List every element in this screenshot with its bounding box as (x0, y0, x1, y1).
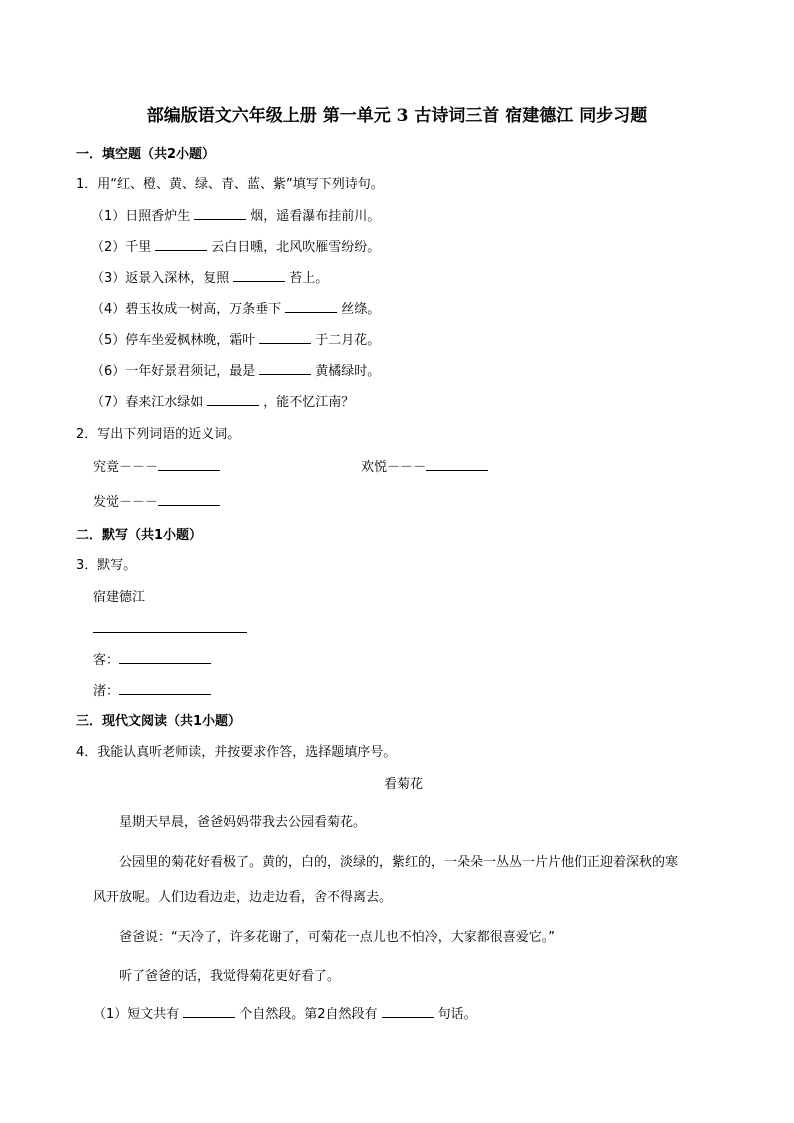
passage-paragraph-3: 爸爸说：“天冷了，许多花谢了，可菊花一点儿也不怕冷，大家都很喜爱它。” (119, 930, 555, 945)
q1-item-5: （5）停车坐爱枫林晚，霜叶 于二月花。 (91, 333, 381, 348)
passage-paragraph-1: 星期天早晨，爸爸妈妈带我去公园看菊花。 (119, 815, 367, 830)
page-title: 部编版语文六年级上册 第一单元 3 古诗词三首 宿建德江 同步习题 (146, 106, 648, 126)
answer-blank[interactable] (155, 238, 207, 251)
answer-blank[interactable] (382, 1005, 434, 1018)
poem-title: 宿建德江 (93, 590, 146, 605)
answer-blank[interactable] (158, 493, 220, 506)
q1-item-3: （3）返景入深林，复照 苔上。 (91, 271, 329, 286)
q1-item-4: （4）碧玉妆成一树高，万条垂下 丝绦。 (91, 302, 381, 317)
q2-word-1: 究竟－－－ (93, 458, 220, 477)
answer-blank[interactable] (233, 269, 285, 282)
answer-blank[interactable] (119, 682, 211, 695)
poem-title-answer-line[interactable] (93, 632, 247, 633)
answer-blank[interactable] (194, 207, 246, 220)
section-heading-reading: 三．现代文阅读（共1小题） (76, 714, 242, 729)
section-heading-dictation: 二．默写（共1小题） (76, 528, 203, 543)
answer-blank[interactable] (183, 1005, 235, 1018)
answer-blank[interactable] (426, 458, 488, 471)
section-heading-fill-in: 一．填空题（共2小题） (76, 147, 216, 162)
answer-blank[interactable] (259, 362, 311, 375)
answer-blank[interactable] (158, 458, 220, 471)
question-2-stem: 2．写出下列词语的近义词。 (76, 427, 241, 442)
q4-sub-question-1: （1）短文共有 个自然段。第2自然段有 句话。 (93, 1007, 477, 1022)
passage-title: 看菊花 (384, 777, 424, 792)
question-4-stem: 4．我能认真听老师读，并按要求作答，选择题填序号。 (76, 745, 397, 760)
q1-item-6: （6）一年好景君须记，最是 黄橘绿时。 (91, 364, 381, 379)
q2-word-2: 欢悦－－－ (361, 458, 488, 477)
q3-zhu-line: 渚： (93, 682, 211, 701)
answer-blank[interactable] (259, 331, 311, 344)
q1-item-7: （7）春来江水绿如 ，能不忆江南？ (91, 395, 355, 410)
q2-word-3: 发觉－－－ (93, 493, 220, 512)
q1-item-2: （2）千里 云白日曛，北风吹雁雪纷纷。 (91, 240, 381, 255)
answer-blank[interactable] (207, 393, 259, 406)
question-1-stem: 1．用“红、橙、黄、绿、青、蓝、紫”填写下列诗句。 (76, 177, 384, 192)
question-3-stem: 3．默写。 (76, 558, 137, 573)
passage-paragraph-2-line-1: 公园里的菊花好看极了。黄的，白的，淡绿的，紫红的，一朵朵一丛丛一片片他们正迎着深秋的寒 (119, 855, 679, 870)
q3-ke-line: 客： (93, 651, 211, 670)
passage-paragraph-4: 听了爸爸的话，我觉得菊花更好看了。 (119, 969, 341, 984)
passage-paragraph-2-line-2: 风开放呢。人们边看边走，边走边看，舍不得离去。 (93, 890, 393, 905)
q1-item-1: （1）日照香炉生 烟，遥看瀑布挂前川。 (91, 209, 381, 224)
answer-blank[interactable] (285, 300, 337, 313)
answer-blank[interactable] (119, 651, 211, 664)
